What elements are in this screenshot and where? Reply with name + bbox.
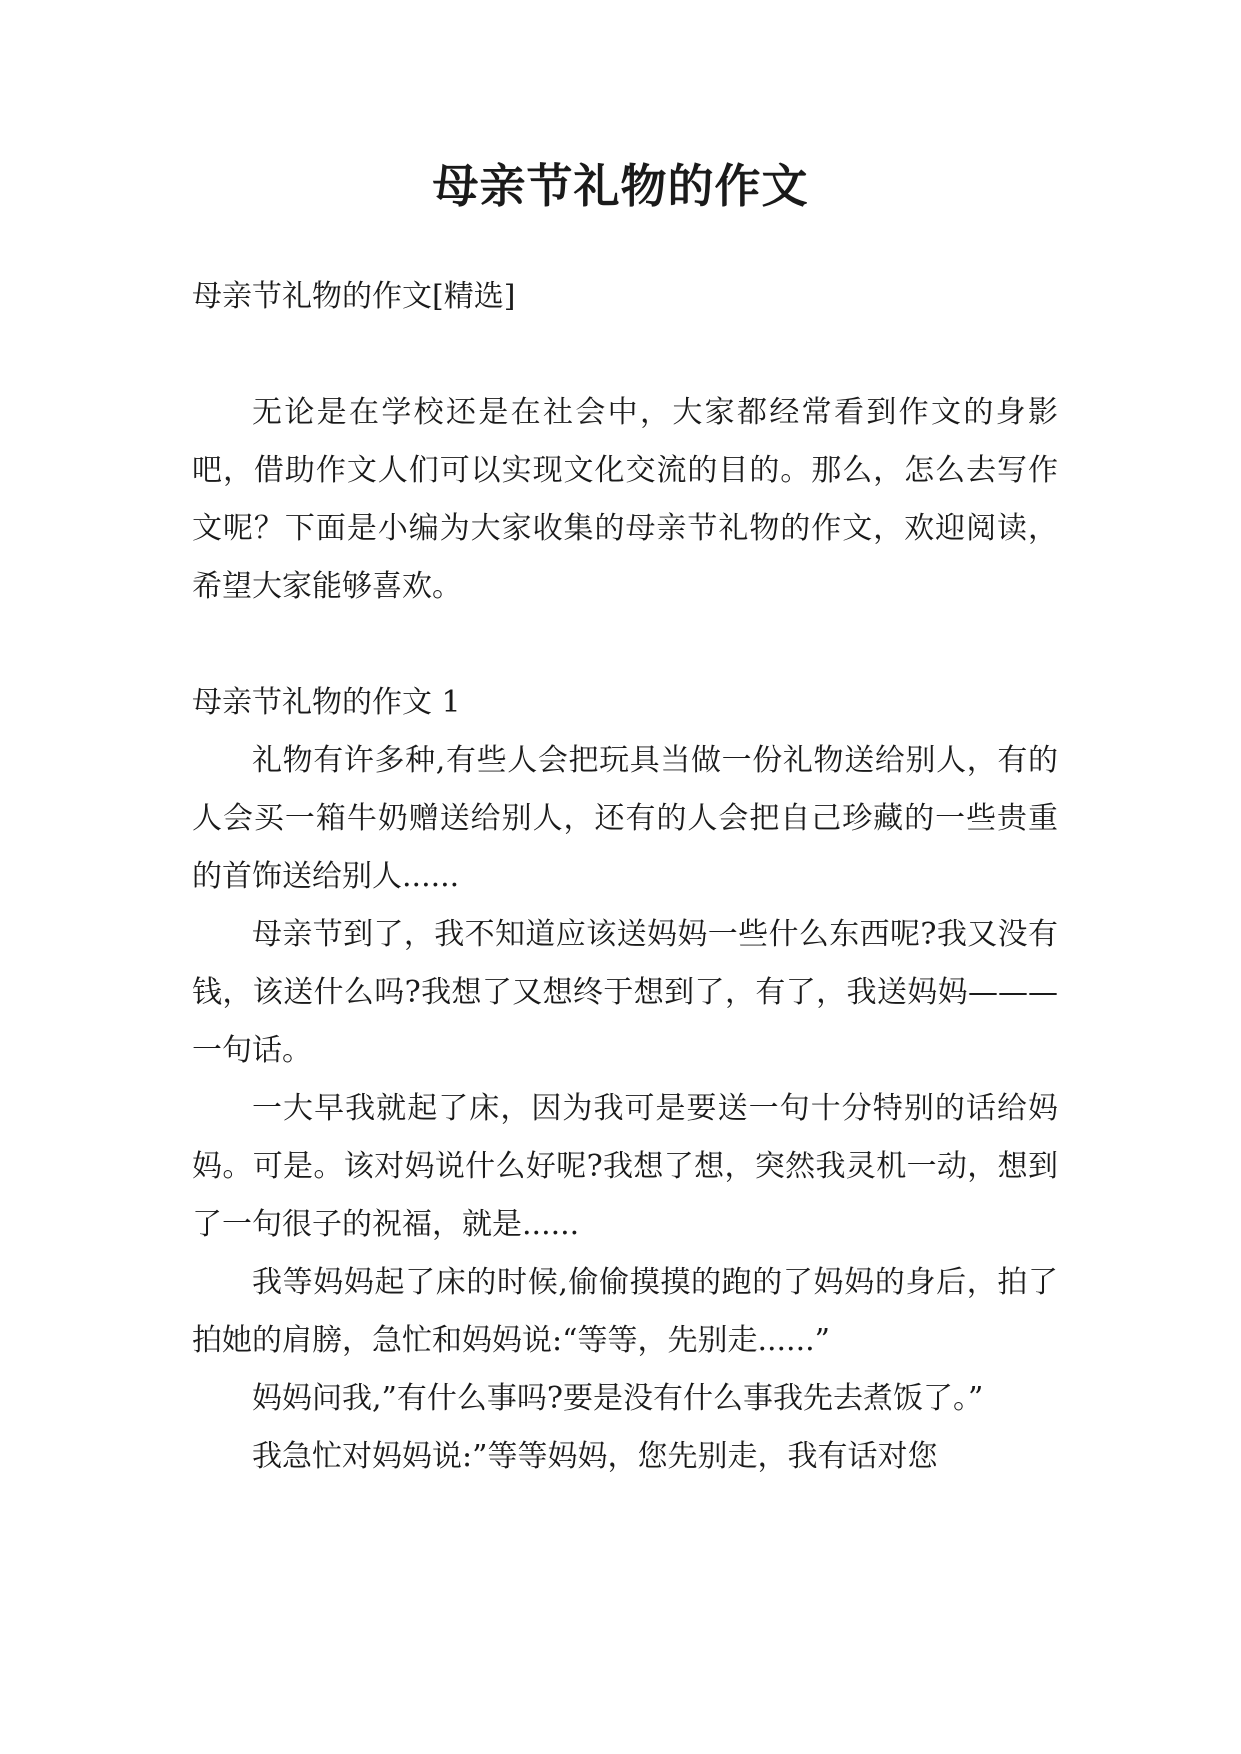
paragraph: 母亲节到了，我不知道应该送妈妈一些什么东西呢?我又没有钱，该送什么吗?我想了又想终于想到了，有了，我送妈妈———一句话。 (192, 917, 1058, 1068)
document-subtitle: 母亲节礼物的作文[精选] (192, 279, 516, 314)
paragraph: 我等妈妈起了床的时候,偷偷摸摸的跑的了妈妈的身后，拍了拍她的肩膀，急忙和妈妈说:“等等，先别走......” (192, 1265, 1058, 1358)
document-body (192, 268, 1058, 1486)
paragraph: 我急忙对妈妈说:”等等妈妈，您先别走，我有话对您 (252, 1439, 938, 1474)
paragraph: 礼物有许多种,有些人会把玩具当做一份礼物送给别人，有的人会买一箱牛奶赠送给别人，还有的人会把自己珍藏的一些贵重的首饰送给别人...... (192, 743, 1058, 894)
section-heading: 母亲节礼物的作文 1 (192, 685, 461, 720)
document-title: 母亲节礼物的作文 (432, 159, 809, 213)
intro-paragraph: 无论是在学校还是在社会中，大家都经常看到作文的身影吧，借助作文人们可以实现文化交流的目的。那么，怎么去写作文呢？下面是小编为大家收集的母亲节礼物的作文，欢迎阅读，希望大家能够喜欢。 (192, 395, 1058, 604)
paragraph: 妈妈问我,”有什么事吗?要是没有什么事我先去煮饭了。” (252, 1381, 984, 1416)
paragraph: 一大早我就起了床，因为我可是要送一句十分特别的话给妈妈。可是。该对妈说什么好呢?我想了想，突然我灵机一动，想到了一句很子的祝福，就是...... (192, 1091, 1058, 1242)
